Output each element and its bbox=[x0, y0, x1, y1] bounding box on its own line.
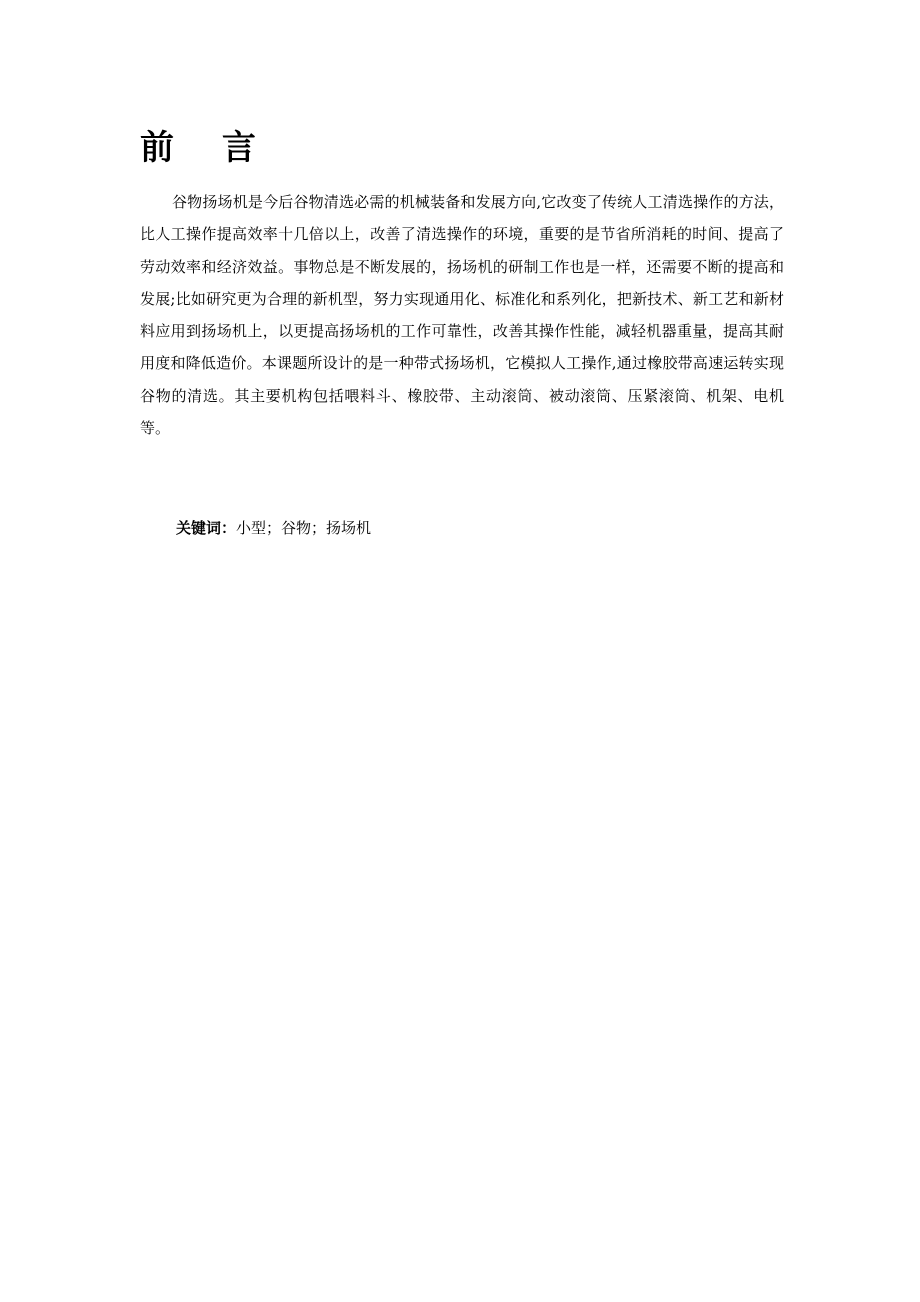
keywords-line bbox=[176, 512, 371, 544]
keywords-label: 关键词： bbox=[176, 519, 237, 537]
keywords-value: 小型；谷物；扬场机 bbox=[236, 519, 372, 537]
body-paragraph: 谷物扬场机是今后谷物清选必需的机械装备和发展方向,它改变了传统人工清选操作的方法，比人工操作提高效率十几倍以上，改善了清选操作的环境，重要的是节省所消耗的时间、提高了劳动效率和经济效益。事物总是不断发展的，扬场机的研制工作也是一样，还需要不断的提高和发展;比如研究更为合理的新机型，努力实现通用化、标准化和系列化，把新技术、新工艺和新材料应用到扬场机上，以更提高扬场机的工作可靠性，改善其操作性能，减轻机器重量，提高其耐用度和降低造价。本课题所设计的是一种带式扬场机，它模拟人工操作,通过橡胶带高速运转实现谷物的清选。其主要机构包括喂料斗、橡胶带、主动滚筒、被动滚筒、压紧滚筒、机架、电机等。 bbox=[140, 193, 784, 438]
page-title: 前 言 bbox=[140, 128, 274, 168]
